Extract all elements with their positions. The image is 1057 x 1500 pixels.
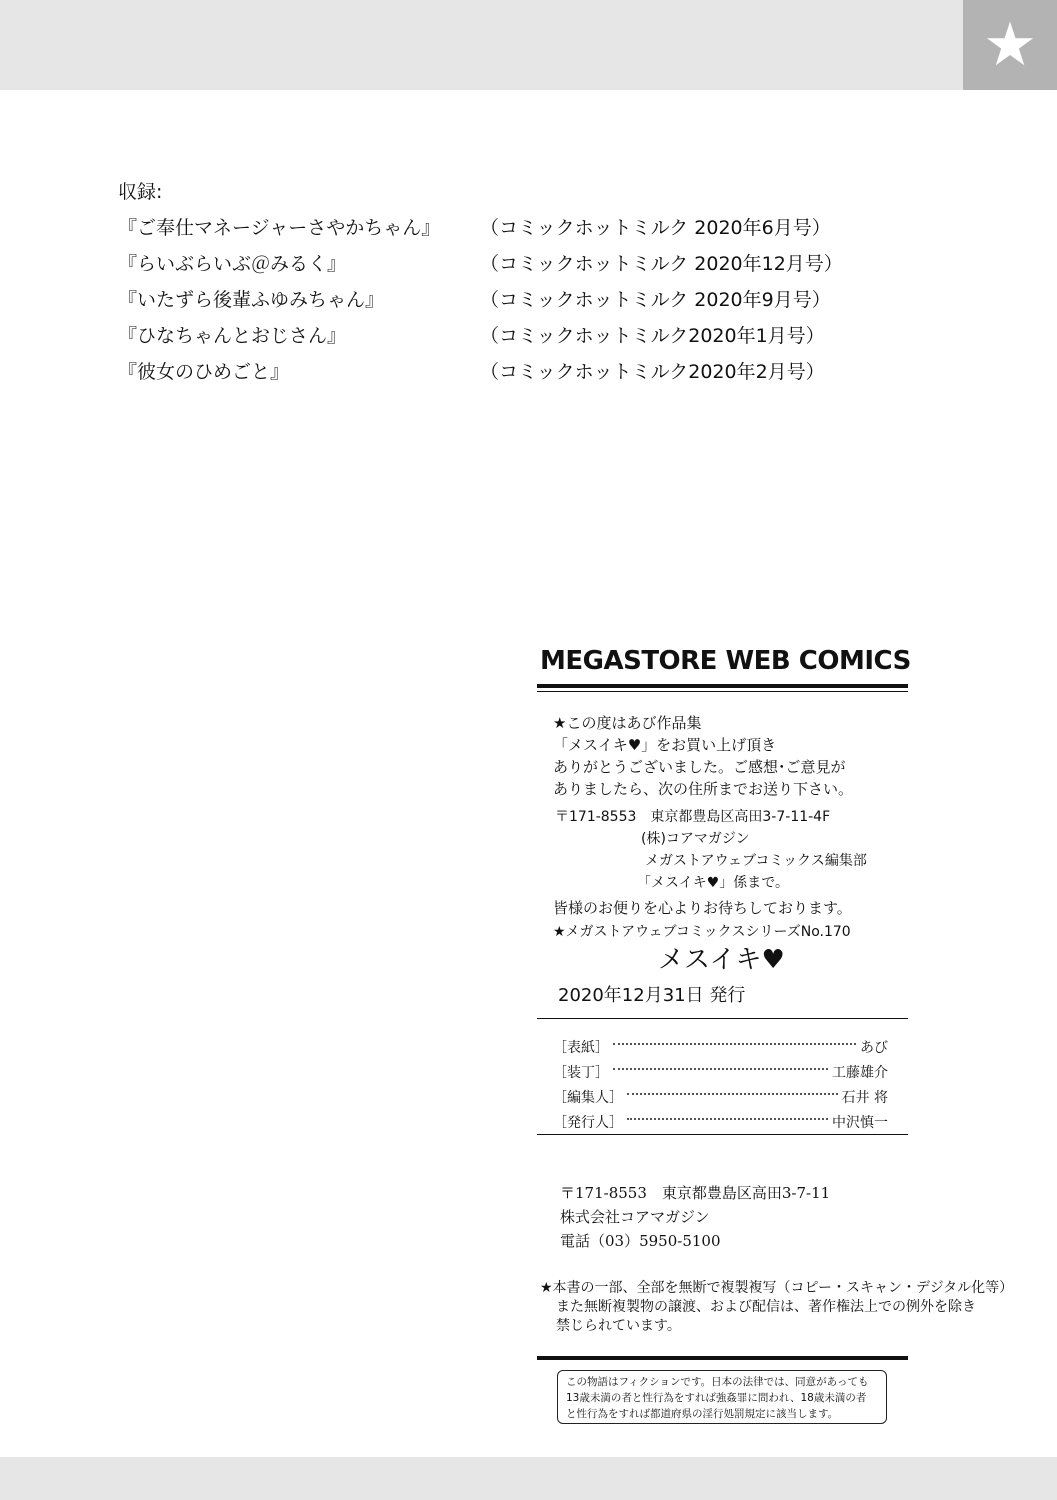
- fiction-line: この物語はフィクションです。日本の法律では、同意があっても: [566, 1376, 869, 1388]
- address-line: 「メスイキ♥」係まで。: [637, 875, 789, 891]
- closing-message: 皆様のお便りを心よりお待ちしております。: [553, 899, 852, 917]
- dot-leader: [627, 1118, 828, 1120]
- contents-item: [118, 210, 831, 246]
- message-line: ★この度はあび作品集: [553, 714, 702, 732]
- story-title: 『ご奉仕マネージャーさやかちゃん』: [118, 217, 441, 239]
- divider-thin: [537, 691, 908, 692]
- story-title: 『ひなちゃんとおじさん』: [118, 325, 347, 347]
- message-line: ありましたら、次の住所までお送り下さい。: [553, 780, 854, 798]
- credit-role: ［表紙］: [553, 1039, 609, 1056]
- credit-role: ［発行人］: [553, 1114, 623, 1131]
- dot-leader: [627, 1093, 838, 1095]
- credit-row: [553, 1034, 888, 1059]
- notice-line: ★本書の一部、全部を無断で複製複写（コピー・スキャン・デジタル化等）: [540, 1280, 1014, 1296]
- dot-leader: [613, 1068, 828, 1070]
- publisher-line: 〒171-8553 東京都豊島区高田3-7-11: [560, 1184, 831, 1202]
- mail-address: [555, 806, 867, 894]
- story-source: （コミックホットミルク 2020年9月号）: [480, 289, 831, 311]
- contents-list: [118, 174, 843, 390]
- credit-name: 工藤雄介: [832, 1064, 888, 1081]
- fiction-notice-box: [557, 1370, 887, 1424]
- contents-item: [118, 282, 831, 318]
- top-band: [0, 0, 1057, 90]
- book-title: メスイキ♥: [658, 945, 785, 975]
- message-line: ありがとうございました。ご感想･ご意見が: [553, 758, 846, 776]
- story-title: 『らいぶらいぶ＠みるく』: [118, 253, 347, 275]
- publish-date: 2020年12月31日 発行: [558, 985, 746, 1006]
- publisher-line: 株式会社コアマガジン: [560, 1208, 710, 1226]
- copyright-notice: [540, 1279, 1013, 1336]
- credit-name: 中沢慎一: [832, 1114, 888, 1131]
- credit-row: [553, 1084, 888, 1109]
- divider: [537, 1018, 908, 1019]
- message-line: 「メスイキ♥」をお買い上げ頂き: [553, 736, 777, 754]
- address-line: メガストアウェブコミックス編集部: [645, 853, 867, 869]
- divider: [537, 1134, 908, 1135]
- contents-item: [118, 354, 825, 390]
- contents-heading: 収録:: [118, 181, 163, 203]
- thanks-message: [553, 712, 853, 800]
- contents-item: [118, 246, 843, 282]
- story-source: （コミックホットミルク 2020年12月号）: [480, 253, 843, 275]
- credit-row: [553, 1059, 888, 1084]
- contents-item: [118, 318, 825, 354]
- star-icon: ★: [963, 0, 1057, 90]
- story-source: （コミックホットミルク2020年1月号）: [480, 325, 825, 347]
- dot-leader: [613, 1043, 856, 1045]
- credit-name: 石井 将: [841, 1089, 888, 1106]
- publisher-info: [560, 1181, 830, 1253]
- imprint-label: MEGASTORE WEB COMICS: [540, 646, 911, 676]
- address-line: (株)コアマガジン: [641, 831, 750, 847]
- notice-line: また無断複製物の譲渡、および配信は、著作権法上での例外を除き: [556, 1299, 976, 1315]
- credit-role: ［装丁］: [553, 1064, 609, 1081]
- fiction-line: と性行為をすれば都道府県の淫行処罰規定に該当します。: [566, 1408, 839, 1420]
- series-number: ★メガストアウェブコミックスシリーズNo.170: [553, 924, 851, 940]
- story-source: （コミックホットミルク 2020年6月号）: [480, 217, 831, 239]
- credit-role: ［編集人］: [553, 1089, 623, 1106]
- story-title: 『彼女のひめごと』: [118, 361, 290, 383]
- story-source: （コミックホットミルク2020年2月号）: [480, 361, 825, 383]
- publisher-line: 電話（03）5950-5100: [560, 1232, 721, 1250]
- fiction-line: 13歳未満の者と性行為をすれば強姦罪に問われ、18歳未満の者: [566, 1392, 867, 1404]
- bottom-band: [0, 1457, 1057, 1500]
- credit-row: [553, 1109, 888, 1134]
- divider-thick: [537, 1356, 908, 1360]
- notice-line: 禁じられています。: [556, 1318, 681, 1334]
- divider-thick: [537, 684, 908, 688]
- credit-name: あび: [860, 1039, 888, 1056]
- credits-list: [553, 1034, 888, 1134]
- story-title: 『いたずら後輩ふゆみちゃん』: [118, 289, 385, 311]
- address-line: 〒171-8553 東京都豊島区高田3-7-11-4F: [555, 809, 831, 825]
